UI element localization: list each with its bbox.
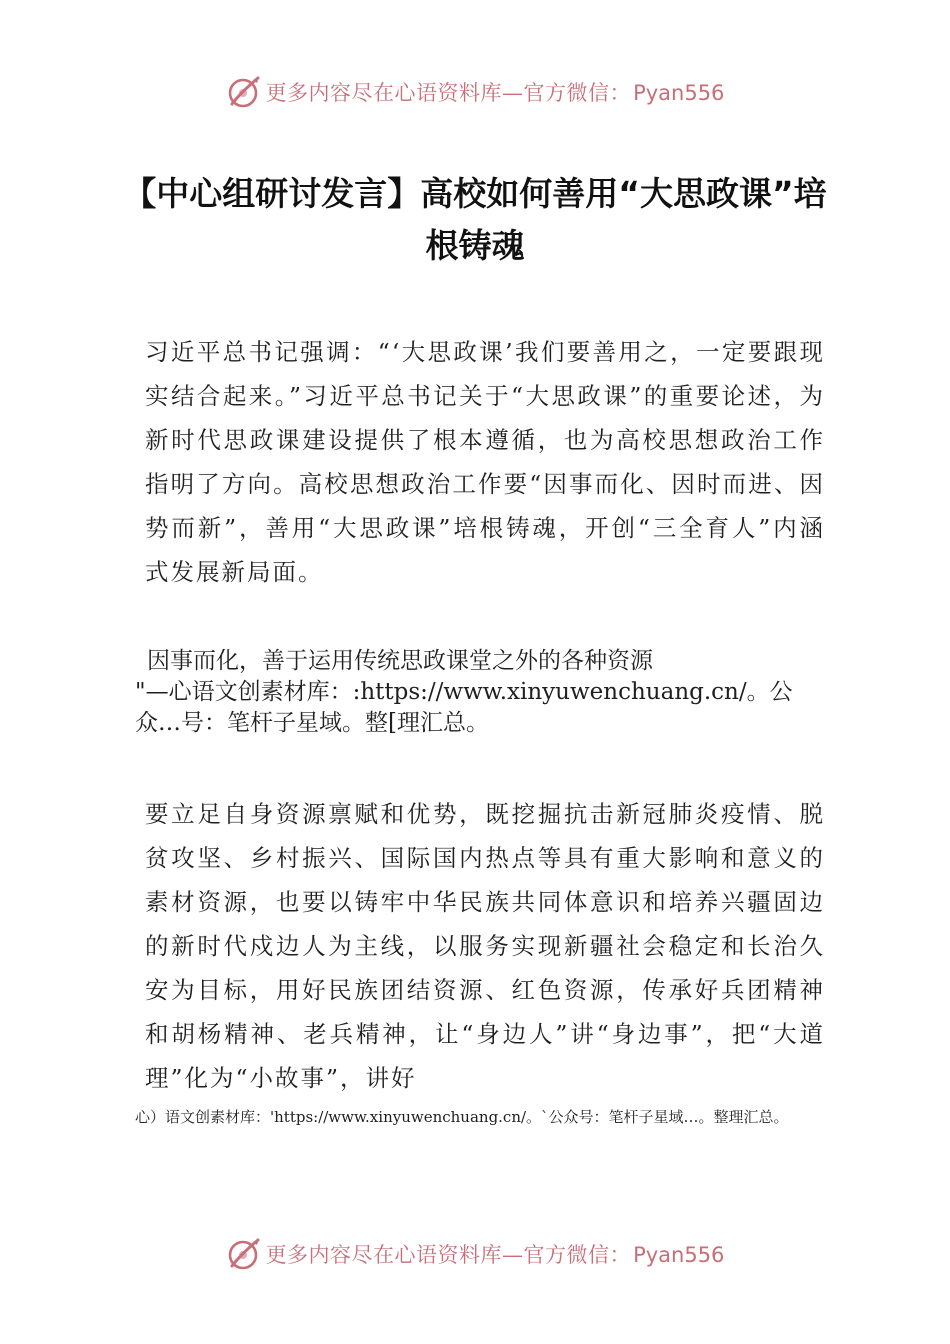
footer-banner bbox=[0, 1232, 950, 1276]
paragraph-3: 要立足自身资源禀赋和优势，既挖掘抗击新冠肺炎疫情、脱贫攻坚、乡村振兴、国际国内热点等具有重大影响和意义的素材资源，也要以铸牢中华民族共同体意识和培养兴疆固边的新时代戍边人为主线，以服务实现新疆社会稳定和长治久安为目标，用好民族团结资源、红色资源，传承好兵团精神和胡杨精神、老兵精神，让“身边人”讲“身边事”，把“大道理”化为“小故事”，讲好 bbox=[145, 800, 825, 1092]
brush-logo-icon bbox=[226, 74, 262, 110]
header-banner bbox=[0, 70, 950, 114]
banner-text: 更多内容尽在心语资料库—官方微信：Pyan556 bbox=[265, 1243, 725, 1267]
footer-watermark-text: 心）语文创素材库：'https://www.xinyuwenchuang.cn/。`公众号：笔杆子星域…。整理汇总。 bbox=[135, 1108, 789, 1126]
banner-text: 更多内容尽在心语资料库—官方微信：Pyan556 bbox=[265, 81, 725, 105]
page-title: 【中心组研讨发言】高校如何善用“大思政课”培根铸魂 bbox=[123, 174, 827, 265]
paragraph-1: 习近平总书记强调：“‘大思政课’我们要善用之，一定要跟现实结合起来。”习近平总书记关于“大思政课”的重要论述，为新时代思政课建设提供了根本遵循，也为高校思想政治工作指明了方向。高校思想政治工作要“因事而化、因时而进、因势而新”，善用“大思政课”培根铸魂，开创“三全育人”内涵式发展新局面。 bbox=[145, 338, 825, 586]
brush-logo-icon bbox=[226, 1236, 262, 1272]
paragraph-2 bbox=[135, 646, 835, 739]
wechat-id: Pyan556 bbox=[633, 1243, 725, 1267]
inline-watermark-text: "—心语文创素材库：:https://www.xinyuwenchuang.cn/。公众…号：笔杆子星域。整[理汇总。 bbox=[135, 679, 793, 736]
paragraph-2-lead: 因事而化，善于运用传统思政课堂之外的各种资源 bbox=[147, 648, 653, 674]
wechat-id: Pyan556 bbox=[633, 81, 725, 105]
